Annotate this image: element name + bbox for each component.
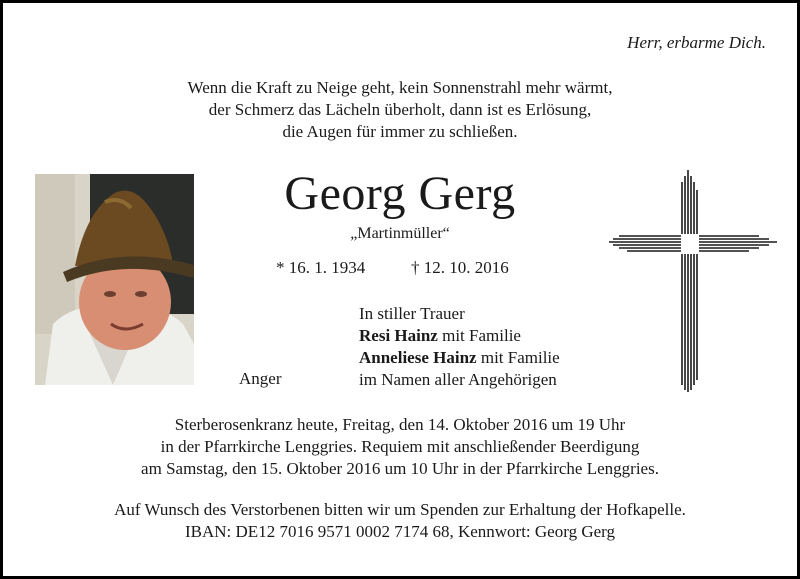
mourners-intro: In stiller Trauer [359, 304, 465, 323]
death-date: † 12. 10. 2016 [411, 258, 509, 277]
mourner-name: Anneliese Hainz [359, 348, 477, 367]
service-line: Sterberosenkranz heute, Freitag, den 14. Oktober 2016 um 19 Uhr [174, 415, 626, 434]
donation-info [0, 499, 800, 543]
place-name: Anger [239, 369, 282, 388]
donation-line: IBAN: DE12 7016 9571 0002 7174 68, Kennwort: Georg Gerg [185, 522, 615, 541]
deceased-nickname: „Martinmüller“ [350, 225, 450, 242]
mourner-suffix: mit Familie [437, 326, 521, 345]
mourner-name: Resi Hainz [359, 326, 438, 345]
mourners-block [359, 303, 560, 391]
poem-line: der Schmerz das Lächeln überholt, dann ist es Erlösung, [208, 100, 592, 119]
mourner-line: im Namen aller Angehörigen [359, 370, 557, 389]
donation-line: Auf Wunsch des Verstorbenen bitten wir um Spenden zur Erhaltung der Hofkapelle. [114, 500, 686, 519]
cross-icon [609, 170, 779, 392]
poem-line: die Augen für immer zu schließen. [282, 122, 518, 141]
mourner-line [359, 325, 560, 347]
poem [0, 77, 800, 143]
service-line: am Samstag, den 15. Oktober 2016 um 10 Uhr in der Pfarrkirche Lenggries. [141, 459, 659, 478]
portrait-photo [35, 174, 194, 385]
birth-date: * 16. 1. 1934 [276, 258, 366, 277]
mourner-suffix: mit Familie [476, 348, 560, 367]
cross-graphic [609, 170, 779, 392]
motto: Herr, erbarme Dich. [627, 33, 766, 52]
poem-line: Wenn die Kraft zu Neige geht, kein Sonnenstrahl mehr wärmt, [187, 78, 613, 97]
service-line: in der Pfarrkirche Lenggries. Requiem mit anschließender Beerdigung [160, 437, 640, 456]
deceased-name: Georg Gerg [284, 167, 516, 220]
mourner-line [359, 347, 560, 369]
service-info [0, 414, 800, 480]
portrait-image [35, 174, 194, 385]
